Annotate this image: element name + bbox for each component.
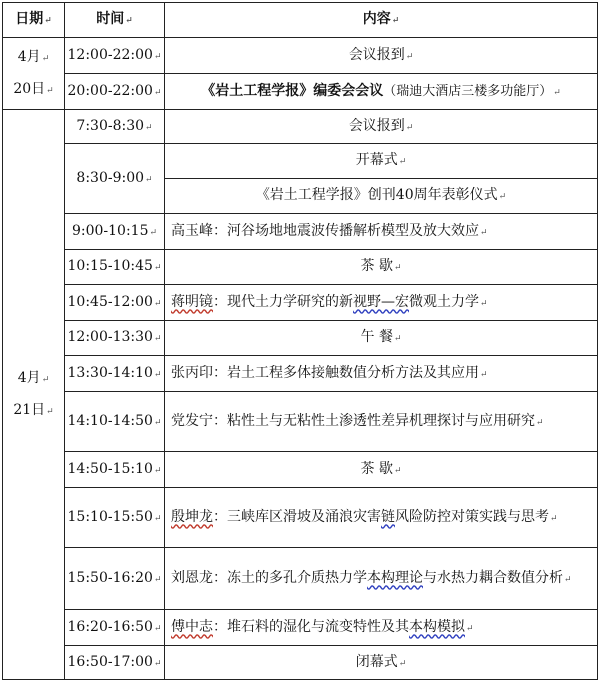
table-row [3,74,598,110]
time-cell: 10:45-12:00↵ [65,285,165,321]
table-row [3,488,598,548]
content-cell: 蒋明镜：现代土力学研究的新视野—宏微观土力学↵ [165,285,598,321]
time-cell: 16:20-16:50↵ [65,610,165,646]
content-cell: 午 餐↵ [165,321,598,356]
date-cell-apr20: 4月↵ 20日↵ [3,38,65,110]
time-cell: 8:30-9:00↵ [65,144,165,214]
time-cell: 14:10-14:50↵ [65,392,165,452]
content-cell: 《岩土工程学报》创刊40周年表彰仪式↵ [165,179,598,214]
header-date: 日期↵ [3,3,65,38]
table-row [3,144,598,179]
content-cell: 党发宁：粘性土与无粘性土渗透性差异机理探讨与应用研究↵ [165,392,598,452]
content-cell: 茶 歇↵ [165,250,598,285]
time-cell: 13:30-14:10↵ [65,356,165,392]
table-row [3,110,598,144]
schedule-table [2,2,598,680]
time-cell: 16:50-17:00↵ [65,646,165,680]
content-cell: 殷坤龙：三峡库区滑坡及涌浪灾害链风险防控对策实践与思考↵ [165,488,598,548]
content-cell: 会议报到↵ [165,110,598,144]
time-cell: 12:00-22:00↵ [65,38,165,74]
table-row [3,285,598,321]
content-cell: 傅中志：堆石料的湿化与流变特性及其本构模拟↵ [165,610,598,646]
table-row [3,321,598,356]
content-cell: 茶 歇↵ [165,452,598,488]
table-row [3,356,598,392]
table-row [3,452,598,488]
header-time: 时间↵ [65,3,165,38]
table-row [3,646,598,680]
table-row [3,610,598,646]
table-row [3,214,598,250]
content-cell: 会议报到↵ [165,38,598,74]
content-cell: 刘恩龙：冻土的多孔介质热力学本构理论与水热力耦合数值分析↵ [165,548,598,610]
time-cell: 10:15-10:45↵ [65,250,165,285]
time-cell: 14:50-15:10↵ [65,452,165,488]
header-row [3,3,598,38]
time-cell: 12:00-13:30↵ [65,321,165,356]
time-cell: 7:30-8:30↵ [65,110,165,144]
content-cell: 张丙印：岩土工程多体接触数值分析方法及其应用↵ [165,356,598,392]
content-cell: 闭幕式↵ [165,646,598,680]
time-cell: 9:00-10:15↵ [65,214,165,250]
date-cell-apr21: 4月↵ 21日↵ [3,110,65,680]
table-row [3,38,598,74]
time-cell: 20:00-22:00↵ [65,74,165,110]
table-row [3,548,598,610]
content-cell: 开幕式↵ [165,144,598,179]
content-cell: 《岩土工程学报》编委会会议（瑞迪大酒店三楼多功能厅）↵ [165,74,598,110]
time-cell: 15:10-15:50↵ [65,488,165,548]
content-cell: 高玉峰：河谷场地地震波传播解析模型及放大效应↵ [165,214,598,250]
table-row [3,250,598,285]
header-content: 内容↵ [165,3,598,38]
table-row [3,392,598,452]
time-cell: 15:50-16:20↵ [65,548,165,610]
